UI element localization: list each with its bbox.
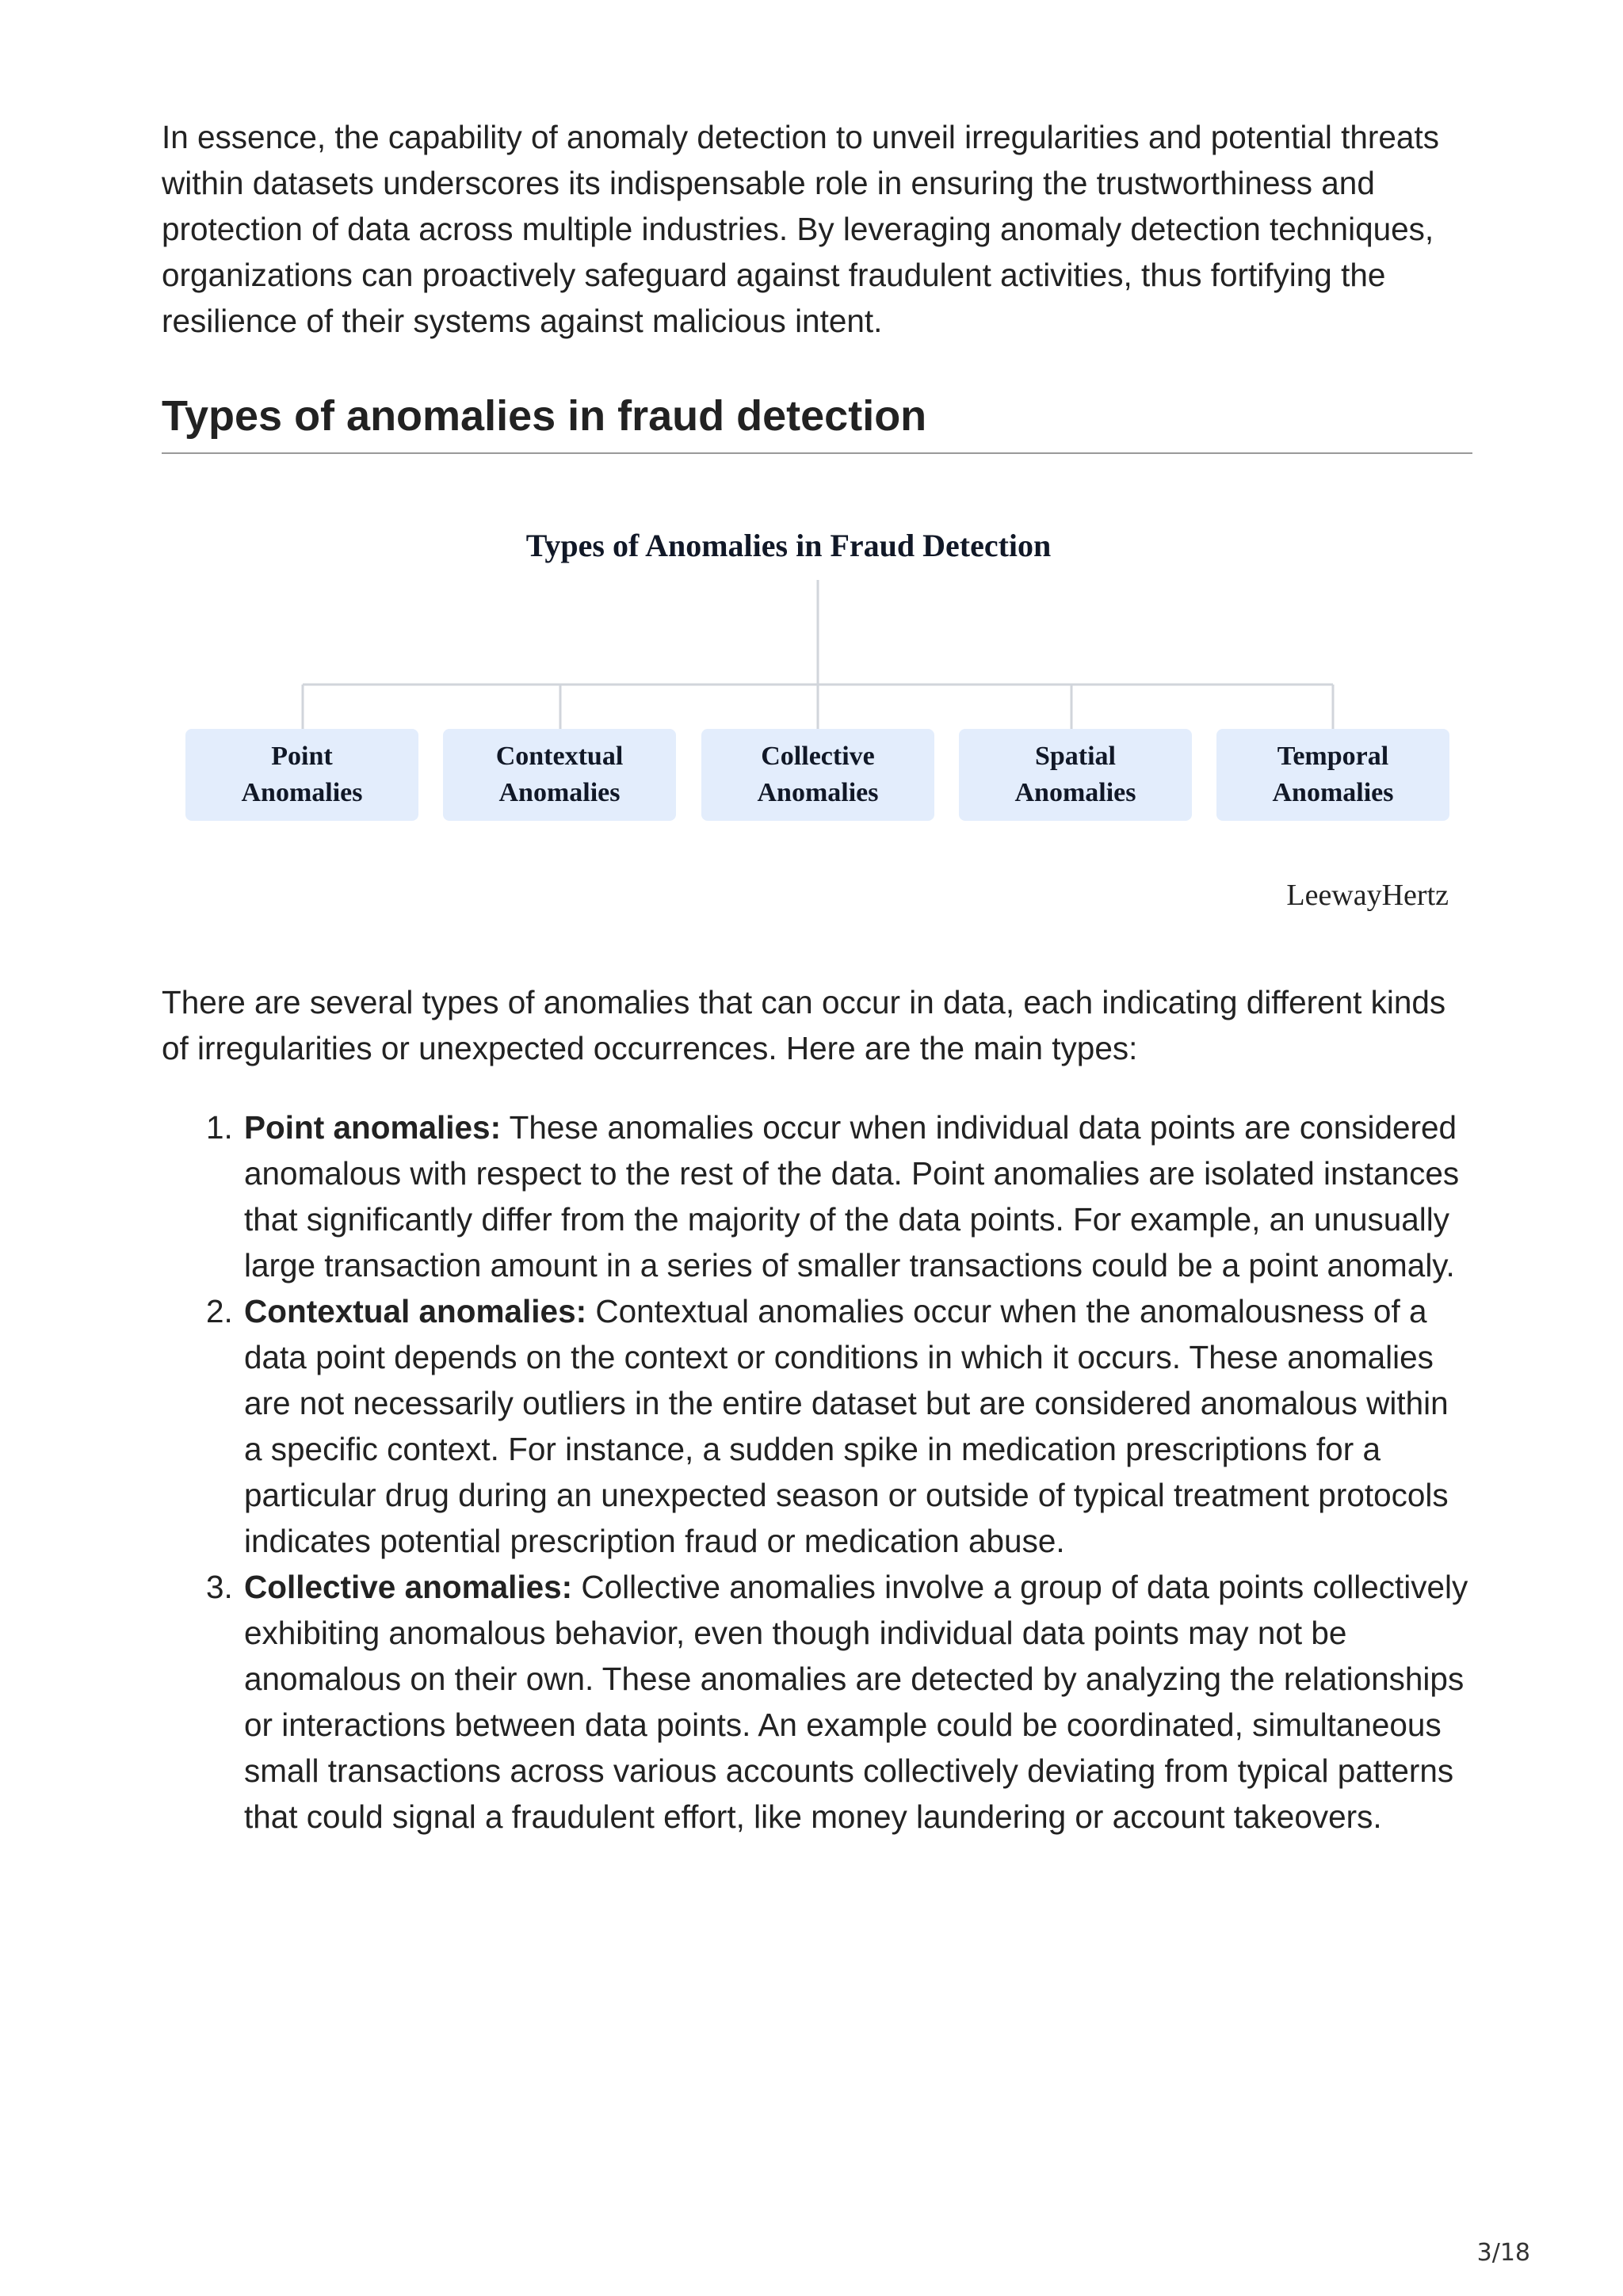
node-label-line1: Point [271, 742, 333, 771]
intro-paragraph: In essence, the capability of anomaly detection to unveil irregularities and potential threats within datasets underscores its indispensable role in ensuring the trustworthiness and protection of data across multiple industries. By leveraging anomaly detection techniques, organizations can proactively safeguard against fraudulent activities, thus fortifying the resilience of their systems against malicious intent. [162, 119, 1439, 339]
node-label-line1: Temporal [1277, 742, 1389, 771]
node-label-line2: Anomalies [241, 778, 363, 807]
list-item-text: Contextual anomalies occur when the anomalousness of a data point depends on the context or conditions in which it occurs. These anomalies are not necessarily outliers in the entire dataset but are considered anomalous within a specific context. For instance, a sudden spike in medication prescriptions for a particular drug during an unexpected season or outside of typical treatment protocols indicates potential prescription fraud or medication abuse. [244, 1293, 1449, 1559]
node-label-line1: Collective [761, 742, 875, 771]
list-item-term: Contextual anomalies: [244, 1293, 587, 1329]
list-item-term: Collective anomalies: [244, 1569, 573, 1605]
list-item [162, 1288, 1472, 1564]
node-contextual-anomalies [443, 729, 676, 821]
list-item-text: These anomalies occur when individual data points are considered anomalous with respect to the rest of the data. Point anomalies are isolated instances that significantly differ from the majority of the data points. For example, an unusually large transaction amount in a series of smaller transactions could be a point anomaly. [244, 1109, 1460, 1283]
node-label-line2: Anomalies [1272, 778, 1394, 807]
node-label-line2: Anomalies [1014, 778, 1136, 807]
node-label-line1: Contextual [495, 742, 624, 771]
diagram-connectors [162, 507, 1472, 935]
node-label-line2: Anomalies [757, 778, 879, 807]
list-item-term: Point anomalies: [244, 1109, 502, 1146]
node-temporal-anomalies [1216, 729, 1449, 821]
node-label-line2: Anomalies [498, 778, 621, 807]
leewayhertz-watermark: LeewayHertz [1286, 879, 1449, 912]
section-heading: Types of anomalies in fraud detection [162, 392, 927, 440]
list-item-number: 3. [206, 1569, 233, 1605]
page-number: 3/18 [1476, 2239, 1530, 2267]
diagram-title: Types of Anomalies in Fraud Detection [525, 528, 1052, 563]
types-intro-paragraph: There are several types of anomalies that can occur in data, each indicating different kinds of irregularities or unexpected occurrences. Here are the main types: [162, 984, 1446, 1066]
node-collective-anomalies [701, 729, 934, 821]
node-point-anomalies [185, 729, 418, 821]
node-spatial-anomalies [959, 729, 1192, 821]
list-item-number: 1. [206, 1109, 233, 1146]
list-item [162, 1564, 1472, 1840]
list-item [162, 1104, 1472, 1288]
list-item-number: 2. [206, 1293, 233, 1329]
anomaly-types-list [162, 1104, 1472, 1840]
anomaly-types-diagram [162, 507, 1472, 935]
list-item-text: Collective anomalies involve a group of data points collectively exhibiting anomalous behavior, even though individual data points may not be anomalous on their own. These anomalies are detected by analyzing the relationships or interactions between data points. An example could be coordinated, simultaneous small transactions across various accounts collectively deviating from typical patterns that could signal a fraudulent effort, like money laundering or account takeovers. [244, 1569, 1468, 1835]
heading-divider [162, 452, 1472, 454]
node-label-line1: Spatial [1034, 742, 1117, 771]
